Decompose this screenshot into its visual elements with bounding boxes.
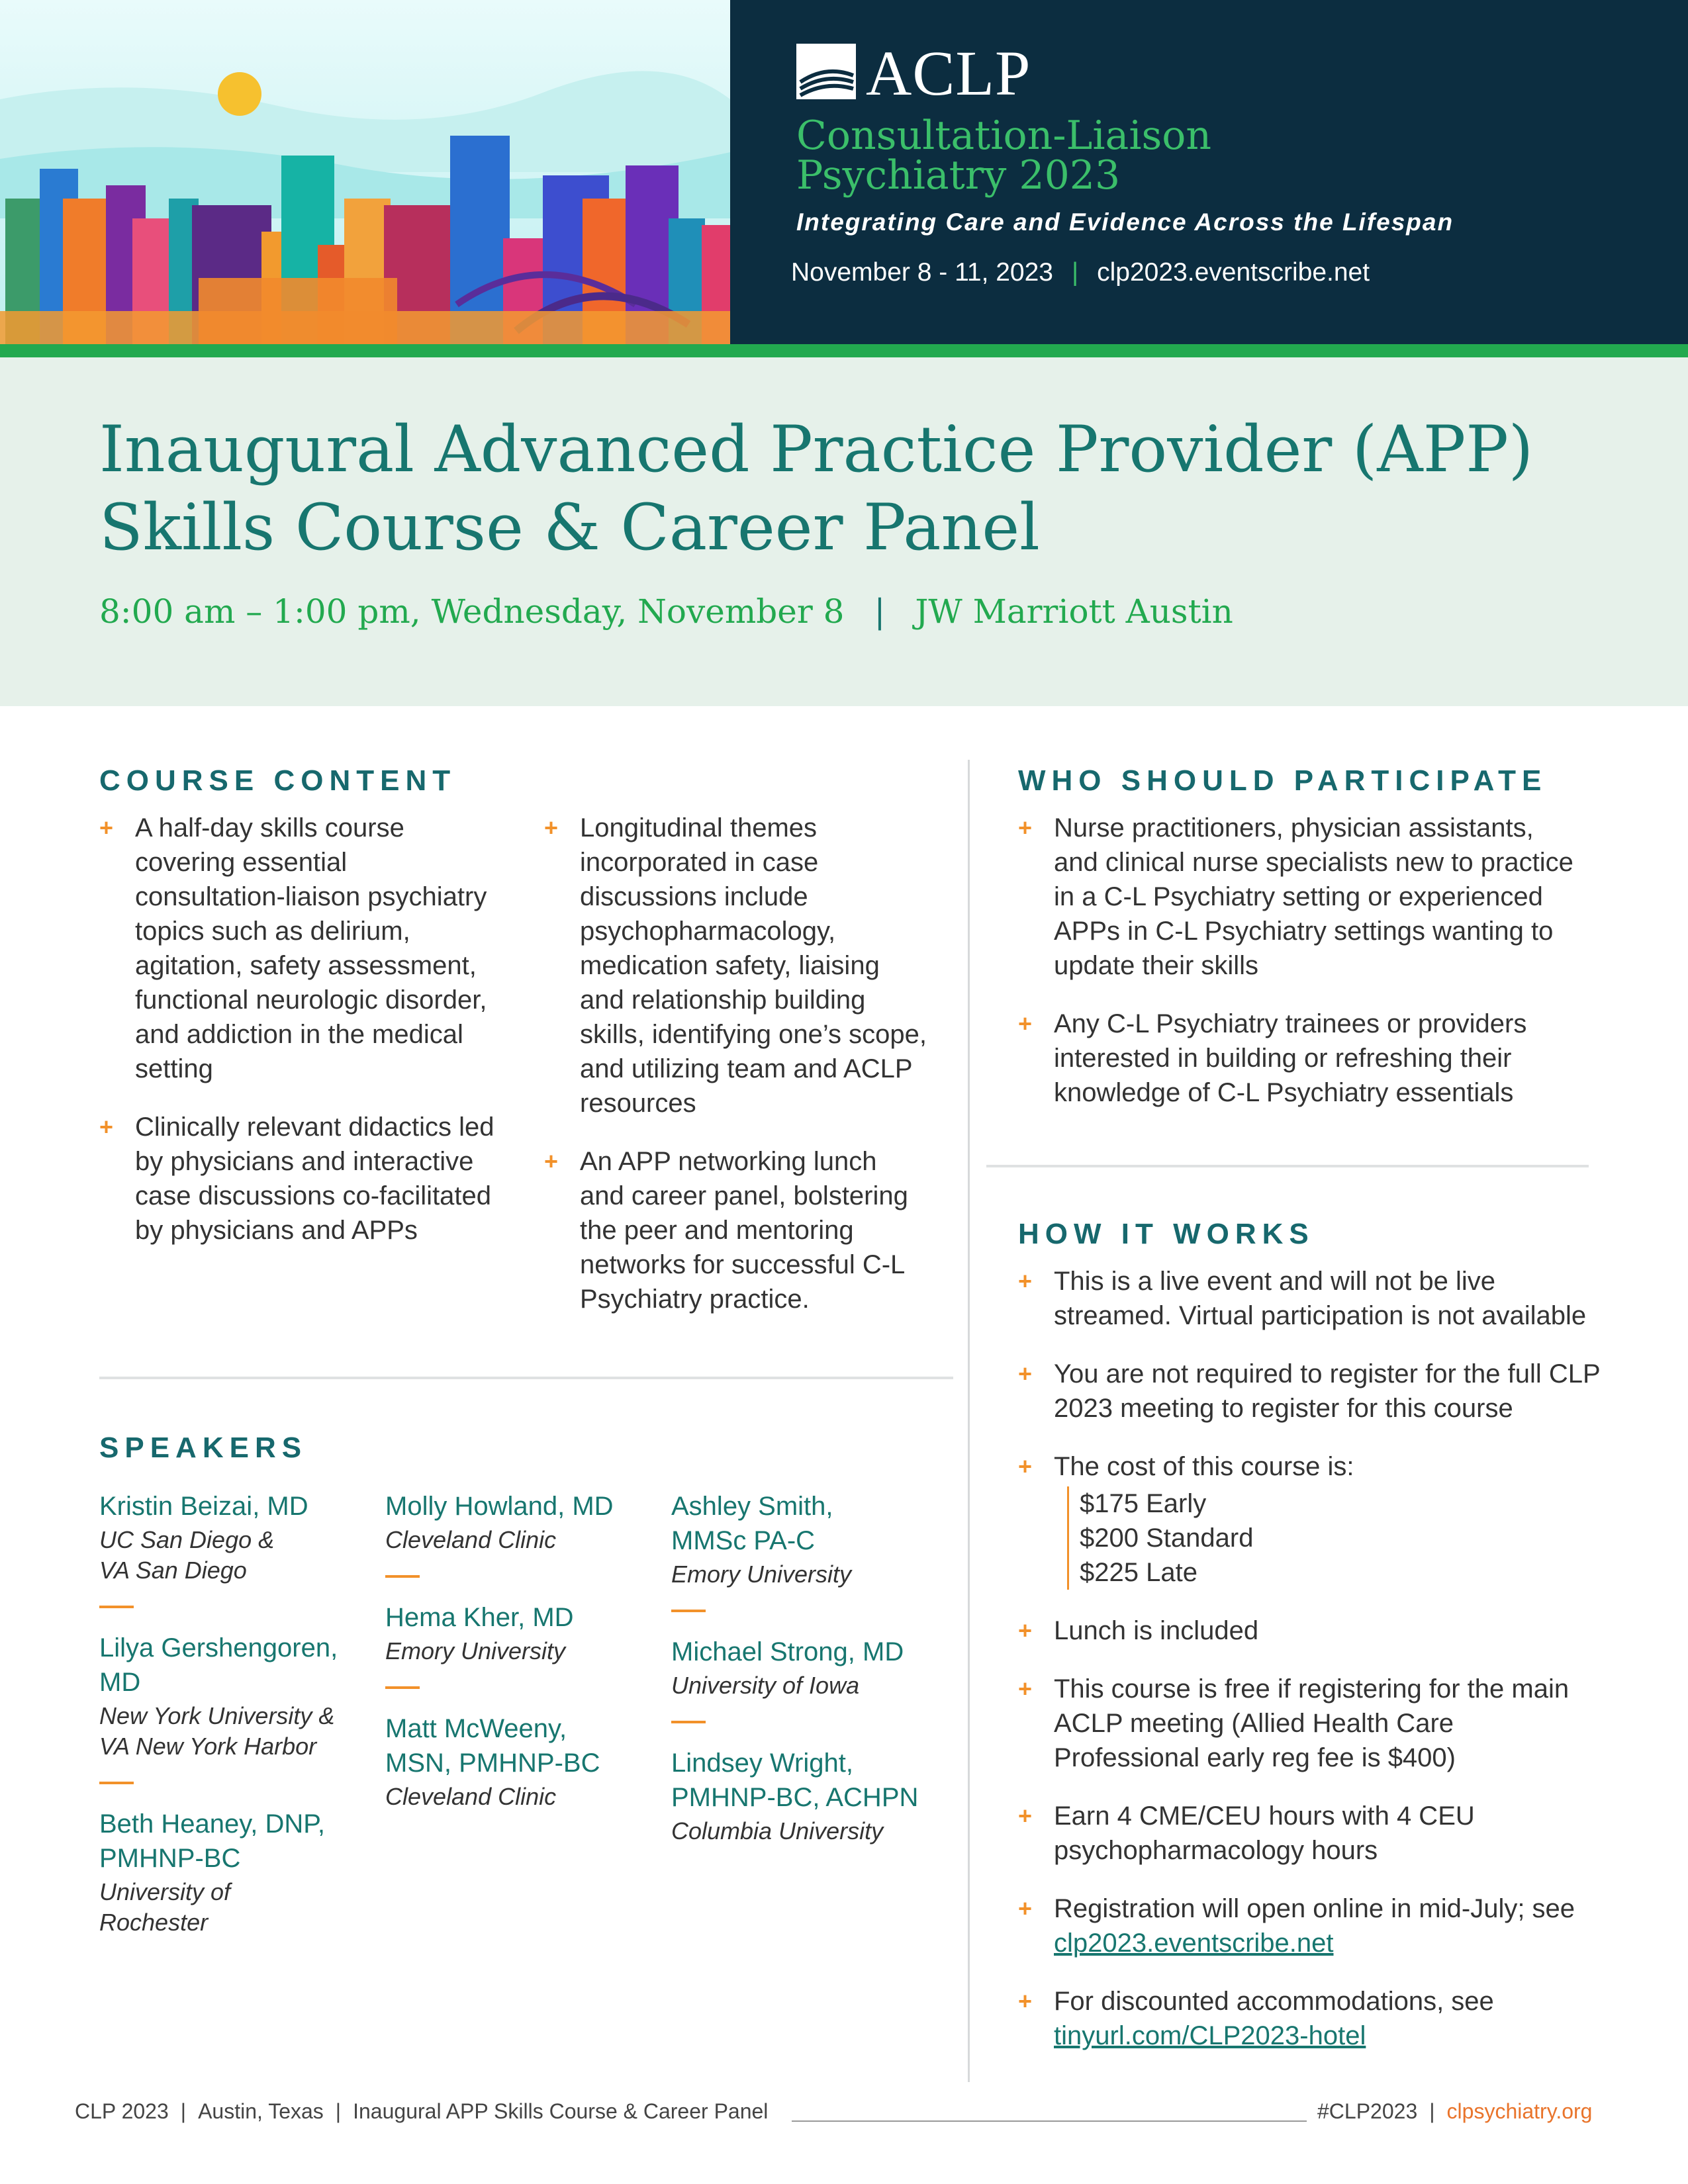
- plus-icon: +: [1018, 1360, 1033, 1387]
- conference-tagline: Integrating Care and Evidence Across the Lifespan: [796, 208, 1454, 236]
- separator: |: [180, 2099, 187, 2123]
- speaker-affiliation: Columbia University: [671, 1817, 884, 1844]
- speakers-col1: [99, 1489, 351, 1938]
- speaker-affiliation: UC San Diego & VA San Diego: [99, 1526, 275, 1584]
- plus-icon: +: [1018, 1617, 1033, 1644]
- speaker-name: Matt McWeeny, MSN, PMHNP-BC: [385, 1714, 600, 1778]
- list-item: + A half-day skills course covering essential consultation-liaison psychiatry topics such as delirium, agitation, safety assessment, functional neurologic disorder, and addiction in the medical setting: [99, 811, 496, 1086]
- footer-right: [1317, 2099, 1592, 2124]
- divider: [986, 1165, 1589, 1167]
- cost-early: $175 Early: [1080, 1489, 1207, 1518]
- footer-location: Austin, Texas: [198, 2099, 324, 2123]
- list-item: + This course is free if registering for the main ACLP meeting (Allied Health Care Professional early reg fee is $400): [1018, 1672, 1601, 1775]
- plus-icon: +: [1018, 814, 1033, 841]
- aclp-logo-icon: [796, 44, 856, 99]
- speaker-name: Molly Howland, MD: [385, 1492, 614, 1521]
- list-item: + For discounted accommodations, see tinyurl.com/CLP2023-hotel: [1018, 1984, 1601, 2053]
- conference-dates-line: [791, 258, 1370, 287]
- event-time: 8:00 am – 1:00 pm, Wednesday, November 8: [99, 592, 845, 631]
- footer-event: CLP 2023: [75, 2099, 169, 2123]
- conference-dates: November 8 - 11, 2023: [791, 258, 1053, 287]
- hotel-link[interactable]: tinyurl.com/CLP2023-hotel: [1054, 2021, 1366, 2050]
- conference-title-line1: Consultation-Liaison: [796, 113, 1212, 159]
- footer-hashtag: #CLP2023: [1317, 2099, 1418, 2123]
- speaker-name: Michael Strong, MD: [671, 1637, 904, 1666]
- cost-late: $225 Late: [1080, 1558, 1197, 1587]
- speaker-name: Lindsey Wright, PMHNP-BC, ACHPN: [671, 1749, 919, 1812]
- divider: [671, 1610, 706, 1612]
- header-banner: [0, 0, 1688, 344]
- separator: |: [335, 2099, 342, 2123]
- course-content-list-col1: [99, 811, 496, 1271]
- speakers-heading: SPEAKERS: [99, 1432, 308, 1464]
- list-item: + Earn 4 CME/CEU hours with 4 CEU psychopharmacology hours: [1018, 1799, 1601, 1868]
- separator: |: [1429, 2099, 1435, 2123]
- divider: [99, 1782, 134, 1784]
- course-content-heading: COURSE CONTENT: [99, 764, 457, 797]
- list-item: + Clinically relevant didactics led by physicians and interactive case discussions co-facilitated by physicians and APPs: [99, 1110, 496, 1248]
- plus-icon: +: [1018, 1267, 1033, 1295]
- divider: [385, 1575, 420, 1578]
- speakers-col2: [385, 1489, 663, 1812]
- speaker-name: Hema Kher, MD: [385, 1603, 574, 1632]
- how-it-works-heading: HOW IT WORKS: [1018, 1218, 1315, 1250]
- plus-icon: +: [1018, 1675, 1033, 1702]
- aclp-logo-text: ACLP: [866, 38, 1031, 109]
- event-venue: JW Marriott Austin: [915, 592, 1233, 631]
- plus-icon: +: [544, 814, 559, 841]
- divider: [385, 1686, 420, 1689]
- plus-icon: +: [1018, 1802, 1033, 1829]
- course-content-list-col2: [544, 811, 928, 1340]
- cost-list: [1067, 1486, 1601, 1590]
- footer-site-link[interactable]: clpsychiatry.org: [1446, 2099, 1593, 2123]
- speaker-affiliation: Cleveland Clinic: [385, 1783, 557, 1810]
- speaker-affiliation: University of Iowa: [671, 1672, 860, 1699]
- list-item: + Lunch is included: [1018, 1614, 1601, 1648]
- speaker-name: Beth Heaney, DNP, PMHNP-BC: [99, 1809, 325, 1873]
- event-time-venue: [99, 592, 1233, 631]
- who-should-participate-heading: WHO SHOULD PARTICIPATE: [1018, 764, 1548, 797]
- page-title-line2: Skills Course & Career Panel: [99, 490, 1040, 565]
- speaker-name: Ashley Smith, MMSc PA-C: [671, 1492, 833, 1555]
- how-it-works-list: [1018, 1264, 1601, 2077]
- city-skyline-illustration: [0, 0, 730, 344]
- speaker-affiliation: University of Rochester: [99, 1878, 231, 1936]
- list-item: + Registration will open online in mid-July; see clp2023.eventscribe.net: [1018, 1891, 1601, 1960]
- who-should-participate-list: [1018, 811, 1581, 1134]
- list-item: + An APP networking lunch and career panel, bolstering the peer and mentoring networks for successful C-L Psychiatry practice.: [544, 1144, 928, 1316]
- speaker-name: Lilya Gershengoren, MD: [99, 1633, 338, 1697]
- list-item: + Nurse practitioners, physician assistants, and clinical nurse specialists new to practice in a C-L Psychiatry setting or experienced APPs in C-L Psychiatry settings wanting to update their skills: [1018, 811, 1581, 983]
- plus-icon: +: [1018, 1987, 1033, 2015]
- list-item: + This is a live event and will not be live streamed. Virtual participation is not available: [1018, 1264, 1601, 1333]
- plus-icon: +: [99, 814, 114, 841]
- footer-left: [75, 2099, 768, 2124]
- plus-icon: +: [1018, 1453, 1033, 1480]
- footer-course: Inaugural APP Skills Course & Career Panel: [353, 2099, 769, 2123]
- list-item: + The cost of this course is: $175 Early $200 Standard $225 Late: [1018, 1449, 1601, 1590]
- speaker-affiliation: Emory University: [671, 1561, 852, 1588]
- cost-standard: $200 Standard: [1080, 1524, 1254, 1553]
- list-item: + Longitudinal themes incorporated in case discussions include psychopharmacology, medication safety, liaising and relationship building skills, identifying one’s scope, and utilizing team and ACLP resources: [544, 811, 928, 1120]
- speaker-affiliation: Cleveland Clinic: [385, 1526, 557, 1553]
- speakers-col3: [671, 1489, 949, 1846]
- conference-title-line2: Psychiatry 2023: [796, 152, 1121, 199]
- list-item: + You are not required to register for the full CLP 2023 meeting to register for this course: [1018, 1357, 1601, 1426]
- divider: [99, 1377, 953, 1379]
- header-green-rule: [0, 344, 1688, 357]
- column-divider: [968, 760, 970, 2082]
- separator: |: [874, 592, 886, 631]
- conference-title: [796, 113, 1212, 199]
- speaker-name: Kristin Beizai, MD: [99, 1492, 308, 1521]
- plus-icon: +: [1018, 1895, 1033, 1922]
- conference-info-panel: [730, 0, 1688, 344]
- divider: [671, 1721, 706, 1723]
- title-band: [0, 357, 1688, 706]
- speaker-affiliation: New York University & VA New York Harbor: [99, 1702, 335, 1760]
- divider: [99, 1606, 134, 1608]
- plus-icon: +: [1018, 1010, 1033, 1037]
- list-item: + Any C-L Psychiatry trainees or providers interested in building or refreshing their knowledge of C-L Psychiatry essentials: [1018, 1007, 1581, 1110]
- conference-website: clp2023.eventscribe.net: [1097, 258, 1370, 287]
- plus-icon: +: [544, 1148, 559, 1175]
- page-title-line1: Inaugural Advanced Practice Provider (APP): [99, 412, 1534, 486]
- page-title: [99, 410, 1533, 567]
- speaker-affiliation: Emory University: [385, 1637, 566, 1664]
- separator: |: [1072, 258, 1079, 287]
- footer-rule: [792, 2120, 1307, 2122]
- plus-icon: +: [99, 1113, 114, 1140]
- registration-link[interactable]: clp2023.eventscribe.net: [1054, 1929, 1334, 1958]
